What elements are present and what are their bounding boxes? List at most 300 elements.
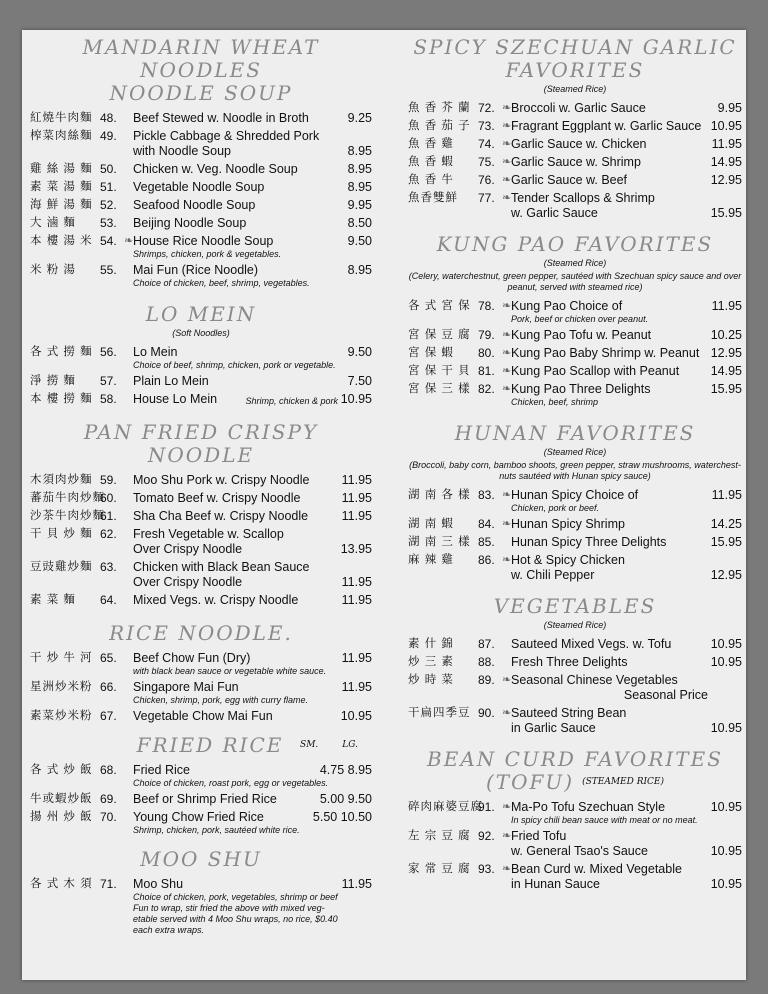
item-price: 12.95: [710, 346, 742, 360]
item-name: Sauteed Mixed Vegs. w. Tofu: [511, 637, 672, 651]
chinese-name: 本 樓 撈 麵: [30, 393, 93, 405]
item-number: 55.: [100, 263, 117, 277]
chinese-name: 家 常 豆 腐: [408, 863, 471, 875]
item-price: 8.50: [347, 216, 372, 230]
menu-item-row: [408, 382, 742, 397]
item-name: Moo Shu Pork w. Crispy Noodle: [133, 473, 310, 487]
menu-item-row: [408, 173, 742, 188]
menu-item: [30, 792, 372, 807]
item-name: House Rice Noodle Soup: [133, 234, 274, 248]
menu-item: [408, 191, 742, 221]
item-price: 11.95: [711, 137, 742, 151]
menu-item: [30, 560, 372, 590]
item-list: [408, 637, 742, 736]
menu-section: [408, 233, 742, 408]
size-small-label: SM.: [300, 740, 319, 750]
item-number: 84.: [478, 517, 495, 531]
item-number: 53.: [100, 216, 117, 230]
item-number: 66.: [100, 680, 117, 694]
chinese-name: 湖 南 各 樣: [408, 489, 471, 501]
item-number: 61.: [100, 509, 117, 523]
item-name-line2: with Noodle Soup: [133, 144, 231, 158]
spicy-pepper-icon: ❧: [502, 365, 512, 377]
item-number: 79.: [478, 328, 495, 342]
chinese-name: 雞 絲 湯 麵: [30, 163, 93, 175]
menu-item-row: [30, 709, 372, 724]
item-price: 14.95: [710, 364, 742, 378]
chinese-name: 魚香雙鮮: [408, 192, 458, 204]
spicy-pepper-icon: ❧: [502, 102, 512, 114]
item-price: 10.95: [710, 877, 742, 891]
spicy-pepper-icon: ❧: [502, 120, 512, 132]
menu-item-row: [408, 862, 742, 877]
menu-item: [30, 810, 372, 836]
item-name: Hunan Spicy Three Delights: [511, 535, 667, 549]
steamed-rice-note: (STEAMED RICE): [582, 777, 664, 787]
menu-item: [408, 673, 742, 703]
item-price: 5.00 9.50: [319, 792, 372, 806]
menu-item: [30, 345, 372, 371]
item-number: 76.: [478, 173, 495, 187]
menu-item: [408, 299, 742, 325]
menu-item-row: [408, 101, 742, 116]
item-number: 90.: [478, 706, 495, 720]
spicy-pepper-icon: ❧: [502, 174, 512, 186]
item-name: Hunan Spicy Choice of: [511, 488, 639, 502]
menu-item: [408, 364, 742, 379]
item-number: 54.: [100, 234, 117, 248]
section-note: (Steamed Rice): [543, 84, 607, 94]
spicy-pepper-icon: ❧: [502, 863, 512, 875]
chinese-name: 魚 香 茄 子: [408, 120, 471, 132]
item-name: Pickle Cabbage & Shredded Pork: [133, 129, 320, 143]
menu-item: [408, 328, 742, 343]
menu-item-row: [408, 673, 742, 688]
item-name: Kung Pao Tofu w. Peanut: [511, 328, 652, 342]
menu-item: [408, 553, 742, 583]
menu-item-row: [30, 560, 372, 575]
menu-item-row: [408, 299, 742, 314]
item-name: Bean Curd w. Mixed Vegetable: [511, 862, 682, 876]
section-note: (Steamed Rice): [543, 447, 607, 457]
chinese-name: 碎肉麻婆豆腐: [408, 801, 483, 813]
item-number: 50.: [100, 162, 117, 176]
menu-item-row: [30, 162, 372, 177]
item-price: 15.95: [710, 535, 742, 549]
item-price: 12.95: [710, 568, 742, 582]
item-list: [408, 299, 742, 408]
menu-item-row-2: [30, 542, 372, 557]
spicy-pepper-icon: ❧: [502, 830, 512, 842]
item-list: [408, 101, 742, 221]
item-name: Fried Tofu: [511, 829, 567, 843]
item-name: Fried Rice: [133, 763, 190, 777]
item-name: Moo Shu: [133, 877, 184, 891]
section-title: NOODLE SOUP: [109, 81, 293, 105]
item-description: Pork, beef or chicken over peanut.: [511, 314, 649, 324]
menu-item-row-2: [30, 575, 372, 590]
item-name: Tender Scallops & Shrimp: [511, 191, 655, 205]
item-description: Shrimps, chicken, pork & vegetables.: [133, 249, 282, 259]
section-title: LO MEIN: [145, 302, 257, 326]
menu-item-row: [408, 517, 742, 532]
menu-item: [408, 517, 742, 532]
item-list: [30, 345, 372, 409]
menu-item-row: [408, 191, 742, 206]
menu-item: [30, 216, 372, 231]
menu-item-row: [30, 180, 372, 195]
item-number: 64.: [100, 593, 117, 607]
chinese-name: 豆豉雞炒麵: [30, 561, 93, 573]
item-name: Mixed Vegs. w. Crispy Noodle: [133, 593, 299, 607]
spicy-pepper-icon: ❧: [502, 801, 512, 813]
item-name: Hunan Spicy Shrimp: [511, 517, 625, 531]
section-title: MOO SHU: [140, 847, 262, 871]
item-price: 8.95: [347, 162, 372, 176]
menu-item-row: [30, 877, 372, 892]
item-list: [30, 111, 372, 289]
menu-item-row-2: [408, 721, 742, 736]
item-price: 4.75 8.95: [319, 763, 372, 777]
chinese-name: 各 式 木 須: [30, 878, 93, 890]
chinese-name: 各 式 撈 麵: [30, 346, 93, 358]
menu-item: [30, 680, 372, 706]
right-column: [408, 36, 742, 895]
item-description: Choice of chicken, roast pork, egg or vegetables.: [133, 778, 329, 788]
section-title: [408, 771, 742, 794]
menu-item: [30, 509, 372, 524]
menu-item-row: [30, 680, 372, 695]
item-name-line2: in Hunan Sauce: [511, 877, 600, 891]
item-name: House Lo Mein: [133, 392, 218, 406]
item-name: Vegetable Noodle Soup: [133, 180, 265, 194]
left-column: [30, 36, 372, 939]
menu-item: [30, 763, 372, 789]
menu-item-row-2: [408, 844, 742, 859]
item-price: 11.95: [711, 488, 742, 502]
spicy-pepper-icon: ❧: [502, 554, 512, 566]
item-price: 10.95: [710, 844, 742, 858]
item-number: 93.: [478, 862, 495, 876]
spicy-pepper-icon: ❧: [502, 674, 512, 686]
menu-item: [30, 129, 372, 159]
item-name: Kung Pao Scallop with Peanut: [511, 364, 680, 378]
item-price: 9.25: [347, 111, 372, 125]
menu-item-row: [30, 593, 372, 608]
item-name: Kung Pao Three Delights: [511, 382, 651, 396]
item-number: 89.: [478, 673, 495, 687]
menu-section: [408, 422, 742, 583]
chinese-name: 素 菜 麵: [30, 594, 76, 606]
item-price: 10.95: [710, 721, 742, 735]
menu-item-row: [408, 346, 742, 361]
item-price: 9.50: [347, 345, 372, 359]
menu-item: [30, 593, 372, 608]
menu-item-row: [30, 374, 372, 389]
spicy-pepper-icon: ❧: [502, 300, 512, 312]
menu-item-row: [408, 535, 742, 550]
item-name-line2: Over Crispy Noodle: [133, 542, 243, 556]
item-price: 14.25: [710, 517, 742, 531]
item-description: Chicken, pork or beef.: [511, 503, 600, 513]
section-title: KUNG PAO FAVORITES: [436, 232, 714, 256]
menu-item: [30, 162, 372, 177]
menu-item-row: [30, 263, 372, 278]
item-number: 80.: [478, 346, 495, 360]
chinese-name: 炒 三 素: [408, 656, 454, 668]
item-price: 10.95: [710, 655, 742, 669]
item-name-line2: w. General Tsao's Sauce: [511, 844, 648, 858]
item-price: 10.95: [340, 709, 372, 723]
item-inline-desc: Shrimp, chicken & pork: [245, 396, 338, 406]
item-price: 10.95: [710, 800, 742, 814]
item-price: 10.25: [710, 328, 742, 342]
item-name: Beef Chow Fun (Dry): [133, 651, 251, 665]
menu-item: [30, 392, 372, 409]
item-description: Choice of chicken, pork, vegetables, shrimp or beef: [133, 892, 338, 902]
menu-item: [408, 382, 742, 408]
spicy-pepper-icon: ❧: [502, 518, 512, 530]
chinese-name: 宮 保 蝦: [408, 347, 454, 359]
menu-item-row-2: [408, 568, 742, 583]
spicy-pepper-icon: ❧: [502, 489, 512, 501]
menu-item-row: [30, 345, 372, 360]
menu-item: [408, 829, 742, 859]
menu-item-row: [30, 198, 372, 213]
chinese-name: 牛或蝦炒飯: [30, 793, 93, 805]
item-name-line2: w. Chili Pepper: [511, 568, 595, 582]
chinese-name: 干扁四季豆: [408, 707, 471, 719]
menu-item-row: [30, 234, 372, 249]
item-name: Fresh Three Delights: [511, 655, 628, 669]
menu-item-row: [408, 328, 742, 343]
section-title: BEAN CURD FAVORITES: [427, 747, 723, 771]
spicy-pepper-icon: ❧: [502, 192, 512, 204]
menu-item-row-2: [408, 206, 742, 221]
item-name: Vegetable Chow Mai Fun: [133, 709, 273, 723]
item-number: 65.: [100, 651, 117, 665]
chinese-name: 米 粉 湯: [30, 264, 76, 276]
menu-item-row: [30, 129, 372, 144]
item-number: 72.: [478, 101, 495, 115]
item-name: Garlic Sauce w. Chicken: [511, 137, 647, 151]
item-price: 10.95: [710, 119, 742, 133]
item-name: Lo Mein: [133, 345, 178, 359]
menu-item: [30, 374, 372, 389]
item-name: Ma-Po Tofu Szechuan Style: [511, 800, 666, 814]
menu-item: [30, 491, 372, 506]
spicy-pepper-icon: ❧: [502, 707, 512, 719]
item-name: Kung Pao Baby Shrimp w. Peanut: [511, 346, 700, 360]
section-note: (Steamed Rice): [543, 620, 607, 630]
item-description: Choice of chicken, beef, shrimp, vegetables.: [133, 278, 310, 288]
menu-item-row: [408, 155, 742, 170]
chinese-name: 湖 南 三 樣: [408, 536, 471, 548]
menu-item-row-2: [30, 144, 372, 159]
item-number: 56.: [100, 345, 117, 359]
item-name: Seasonal Chinese Vegetables: [511, 673, 678, 687]
chinese-name: 大 滷 麵: [30, 217, 76, 229]
chinese-name: 麻 辣 雞: [408, 554, 454, 566]
item-number: 71.: [100, 877, 117, 891]
menu-item: [30, 198, 372, 213]
menu-item-row: [408, 119, 742, 134]
chinese-name: 魚 香 芥 蘭: [408, 102, 471, 114]
menu-item: [408, 155, 742, 170]
item-price: 10.95: [340, 392, 372, 406]
chinese-name: 素 菜 湯 麵: [30, 181, 93, 193]
menu-item-row: [30, 216, 372, 231]
item-name: Sauteed String Bean: [511, 706, 627, 720]
item-number: 51.: [100, 180, 117, 194]
menu-item-row: [408, 488, 742, 503]
item-name: Chicken with Black Bean Sauce: [133, 560, 310, 574]
menu-item-row: [408, 137, 742, 152]
menu-item-row: [30, 473, 372, 488]
item-price: 11.95: [341, 509, 372, 523]
spicy-pepper-icon: ❧: [502, 347, 512, 359]
chinese-name: 宮 保 干 貝: [408, 365, 471, 377]
item-description: Chicken, beef, shrimp: [511, 397, 599, 407]
menu-item-row: [408, 637, 742, 652]
item-number: 92.: [478, 829, 495, 843]
menu-item-row: [30, 111, 372, 126]
item-name: Beef Stewed w. Noodle in Broth: [133, 111, 309, 125]
chinese-name: 素 什 錦: [408, 638, 454, 650]
section-title: [30, 734, 372, 757]
menu-item: [30, 473, 372, 488]
chinese-name: 榨菜肉絲麵: [30, 130, 93, 142]
item-price: 11.95: [341, 877, 372, 891]
menu-section: [408, 595, 742, 736]
menu-section: [30, 303, 372, 409]
item-price: 11.95: [711, 299, 742, 313]
item-number: 69.: [100, 792, 117, 806]
item-name: Young Chow Fried Rice: [133, 810, 264, 824]
size-large-label: LG.: [342, 740, 358, 750]
section-title: SPICY SZECHUAN GARLIC: [413, 35, 737, 59]
item-number: 59.: [100, 473, 117, 487]
menu-item-row: [408, 553, 742, 568]
item-price: 15.95: [710, 206, 742, 220]
item-price: 14.95: [710, 155, 742, 169]
item-number: 60.: [100, 491, 117, 505]
chinese-name: 魚 香 牛: [408, 174, 454, 186]
spicy-pepper-icon: ❧: [502, 383, 512, 395]
item-number: 74.: [478, 137, 495, 151]
menu-item: [408, 119, 742, 134]
chinese-name: 左 宗 豆 腐: [408, 830, 471, 842]
item-price: 5.50 10.50: [312, 810, 372, 824]
menu-item-row: [30, 810, 372, 825]
menu-item: [408, 173, 742, 188]
chinese-name: 干 炒 牛 河: [30, 652, 93, 664]
item-price: 13.95: [340, 542, 372, 556]
item-description: Choice of beef, shrimp, chicken, pork or vegetable.: [133, 360, 336, 370]
chinese-name: 紅燒牛肉麵: [30, 112, 93, 124]
item-name: Fresh Vegetable w. Scallop: [133, 527, 284, 541]
item-name: Beijing Noodle Soup: [133, 216, 247, 230]
item-description: Chicken, shrimp, pork, egg with curry flame.: [133, 695, 309, 705]
menu-item: [408, 346, 742, 361]
item-name: Garlic Sauce w. Shrimp: [511, 155, 641, 169]
item-number: 48.: [100, 111, 117, 125]
chinese-name: 海 鮮 湯 麵: [30, 199, 93, 211]
chinese-name: 素菜炒米粉: [30, 710, 93, 722]
item-price: 9.50: [347, 234, 372, 248]
item-number: 57.: [100, 374, 117, 388]
menu-item: [30, 877, 372, 936]
chinese-name: 魚 香 蝦: [408, 156, 454, 168]
spicy-pepper-icon: ❧: [502, 329, 512, 341]
item-list: [30, 473, 372, 608]
menu-item: [30, 651, 372, 677]
item-price: 8.95: [347, 144, 372, 158]
item-number: 82.: [478, 382, 495, 396]
chinese-name: 魚 香 雞: [408, 138, 454, 150]
chinese-name: 炒 時 菜: [408, 674, 454, 686]
menu-section: [30, 421, 372, 608]
section-description: (Celery, waterchestnut, green pepper, sautéed with Szechuan spicy sauce and over peanut, served with steamed rice): [408, 271, 742, 292]
item-price: 8.95: [347, 180, 372, 194]
menu-item: [408, 535, 742, 550]
item-price: 10.95: [710, 637, 742, 651]
menu-item-row: [408, 655, 742, 670]
section-note: (Steamed Rice): [543, 258, 607, 268]
section-title-text: FRIED RICE: [136, 733, 284, 757]
chinese-name: 宮 保 豆 腐: [408, 329, 471, 341]
chinese-name: 各 式 炒 飯: [30, 764, 93, 776]
section-title: PAN FRIED CRISPY NOODLE: [83, 420, 319, 467]
menu-item-row: [30, 527, 372, 542]
item-number: 86.: [478, 553, 495, 567]
chinese-name: 干 貝 炒 麵: [30, 528, 93, 540]
item-description: Fun to wrap, stir fried the above with mixed veg-: [133, 903, 325, 913]
section-title: MANDARIN WHEAT NOODLES: [82, 35, 320, 82]
section-note: (Soft Noodles): [172, 328, 230, 338]
item-number: 62.: [100, 527, 117, 541]
item-name-line2: in Garlic Sauce: [511, 721, 596, 735]
menu-section: [30, 848, 372, 936]
item-name: Mai Fun (Rice Noodle): [133, 263, 259, 277]
item-name: Garlic Sauce w. Beef: [511, 173, 628, 187]
item-number: 49.: [100, 129, 117, 143]
menu-item-row: [30, 509, 372, 524]
item-number: 67.: [100, 709, 117, 723]
menu-item: [408, 706, 742, 736]
item-number: 75.: [478, 155, 495, 169]
menu-item-row: [408, 364, 742, 379]
menu-item: [30, 527, 372, 557]
item-price: 11.95: [341, 575, 372, 589]
item-number: 52.: [100, 198, 117, 212]
menu-item: [408, 800, 742, 826]
menu-item-row: [30, 792, 372, 807]
item-name-line2: Over Crispy Noodle: [133, 575, 243, 589]
item-name: Fragrant Eggplant w. Garlic Sauce: [511, 119, 702, 133]
item-number: 78.: [478, 299, 495, 313]
menu-section: [30, 622, 372, 724]
menu-item-row-2: [408, 877, 742, 892]
section-title-text: (TOFU): [486, 770, 575, 794]
menu-item-row: [30, 651, 372, 666]
item-number: 77.: [478, 191, 495, 205]
section-title: RICE NOODLE.: [109, 621, 293, 645]
item-number: 68.: [100, 763, 117, 777]
item-list: [30, 763, 372, 836]
item-name: Seafood Noodle Soup: [133, 198, 256, 212]
item-number: 91.: [478, 800, 495, 814]
